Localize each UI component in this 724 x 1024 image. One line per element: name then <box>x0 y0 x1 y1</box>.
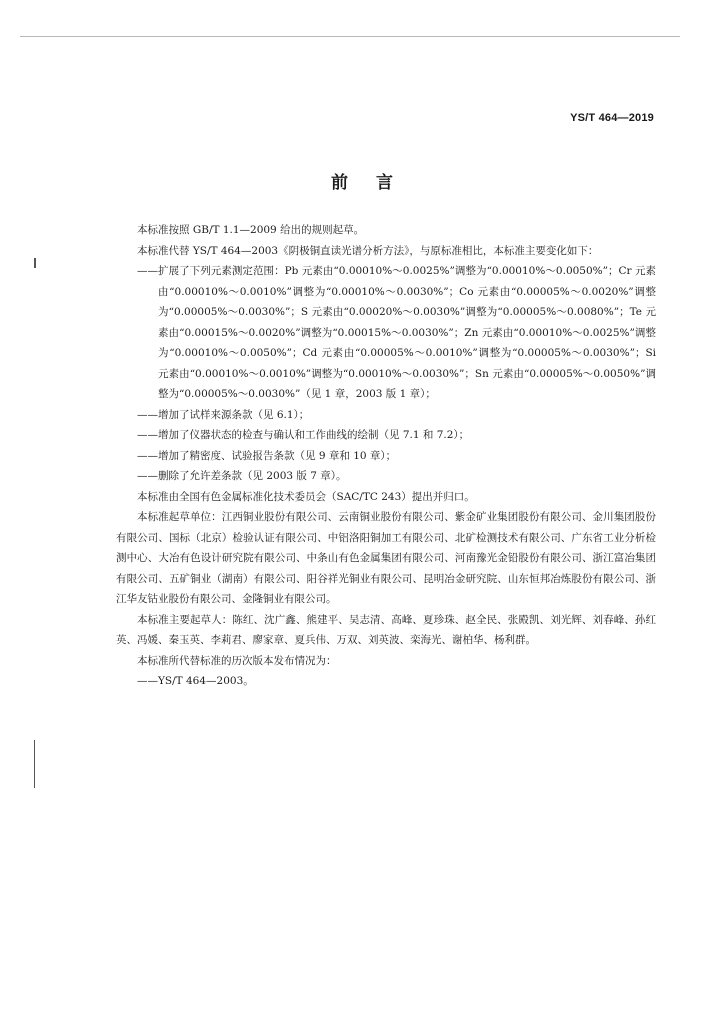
dash-mark: —— <box>137 449 158 462</box>
change-item-text: 增加了试样来源条款（见 6.1）； <box>158 408 310 421</box>
dash-mark: —— <box>137 675 158 687</box>
paragraph-drafters: 本标准主要起草人：陈红、沈广鑫、熊建平、吴志清、高峰、夏珍珠、赵全民、张殿凯、刘光辉、刘春峰、孙红英、冯媛、秦玉英、李莉君、廖家章、夏兵伟、万双、刘英波、栾海光、谢柏华、杨利群。 <box>116 613 656 646</box>
change-item <box>116 466 656 487</box>
page-title: 前言 <box>331 173 421 193</box>
history-item-text: YS/T 464—2003。 <box>158 675 254 687</box>
change-item <box>116 261 656 405</box>
change-item-text: 增加了仪器状态的检查与确认和工作曲线的绘制（见 7.1 和 7.2）； <box>158 429 470 441</box>
paragraph-drafting-rules: 本标准按照 GB/T 1.1—2009 给出的规则起草。 <box>137 224 365 236</box>
paragraph-drafting-units: 本标准起草单位：江西铜业股份有限公司、云南铜业股份有限公司、紫金矿业集团股份有限公司、金川集团股份有限公司、国标（北京）检验认证有限公司、中铝洛阳铜加工有限公司、北矿检测技术有限公司、广东省工业分析检测中心、大冶有色设计研究院有限公司、中条山有色金属集团有限公司、河南豫光金铅股份有限公司、浙江富冶集团有限公司、五矿铜业（湖南）有限公司、阳谷祥光铜业有限公司、昆明冶金研究院、山东恒邦冶炼股份有限公司、浙江华友钴业股份有限公司、金隆铜业有限公司。 <box>116 511 656 605</box>
change-item <box>116 446 656 467</box>
paragraph-proposer: 本标准由全国有色金属标准化技术委员会（SAC/TC 243）提出并归口。 <box>137 490 475 503</box>
document-number: YS/T 464—2019 <box>570 112 654 124</box>
change-item-text: 扩展了下列元素测定范围：Pb 元素由“0.00010%～0.0025%”调整为“0.00010%～0.0050%”；Cr 元素由“0.00010%～0.0010%”调整为“0.00010%～0.0030%”；Co 元素由“0.00005%～0.0020%”调整为“0.00005%～0.0030%”；S 元素由“0.00020%～0.0030%”调整为“0.00005%～0.0080%”；Te 元素由“0.00015%～0.0020%”调整为“0.00015%～0.0030%”；Zn 元素由“0.00010%～0.0025%”调整为“0.00010%～0.0050%”；Cd 元素由“0.00005%～0.0010%”调整为“0.00005%～0.0030%”；Si 元素由“0.00010%～0.0010%”调整为“0.00010%～0.0030%”；Sn 元素由“0.00005%～0.0050%”调整为“0.00005%～0.0030%”（见 1 章，2003 版 1 章）； <box>158 265 656 400</box>
change-item-text: 增加了精密度、试验报告条款（见 9 章和 10 章）； <box>158 449 397 462</box>
change-item-text: 删除了允许差条款（见 2003 版 7 章）。 <box>158 470 347 482</box>
scan-line-top <box>20 36 680 37</box>
dash-mark: —— <box>137 470 158 482</box>
history-item <box>116 671 656 692</box>
change-item <box>116 425 656 446</box>
binding-mark-lower <box>34 740 35 788</box>
dash-mark: —— <box>137 265 158 277</box>
foreword-body <box>116 220 656 692</box>
dash-mark: —— <box>137 408 158 421</box>
change-item <box>116 405 656 426</box>
paragraph-history-intro: 本标准所代替标准的历次版本发布情况为： <box>137 654 337 667</box>
paragraph-replaces: 本标准代替 YS/T 464—2003《阴极铜直读光谱分析方法》，与原标准相比，本标准主要变化如下： <box>137 244 599 257</box>
dash-mark: —— <box>137 429 158 441</box>
binding-mark-upper <box>34 258 36 268</box>
